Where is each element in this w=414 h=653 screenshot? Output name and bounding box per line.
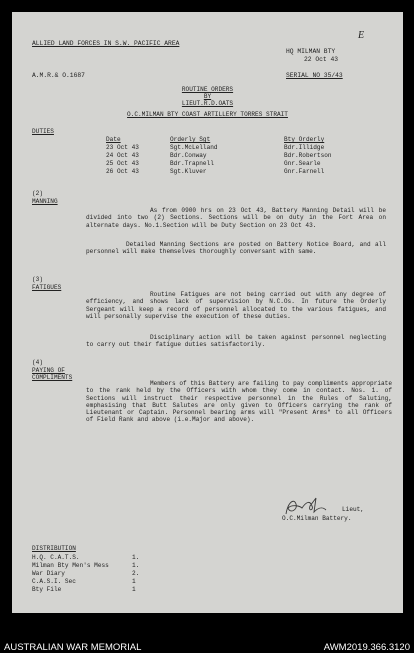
title-line-1: ROUTINE ORDERS [181,86,234,93]
accession-number: AWM2019.366.3120 [323,642,410,653]
reference: A.M.R.& O.1687 [32,72,85,79]
document-page [12,12,403,613]
section-heading-compliments-2: COMPLIMENTS [32,374,73,381]
archive-footer [0,614,414,653]
compliments-paragraph-1: Members of this Battery are failing to pay compliments appropriate to the rank held by the Officers with whom they come in contact. Nos. 1. of Sections will instruct their respective personnel in the Rules of Saluting, emphasising that Butt Salutes are only given to Officers carrying the rank of Lieutenant or Captain. Personnel bearing arms will "Present Arms" to all Officers of Field Rank and above (i.e.Major and above). [86,380,392,424]
duties-col-date: Date [106,136,121,143]
duty-sgt: Bdr.Conway [170,152,207,159]
duty-date: 24 Oct 43 [106,152,139,159]
duty-orderly: Gnr.Farnell [284,168,325,175]
signature-rank: Lieut, [342,506,364,513]
duties-col-sgt: Orderly Sgt [170,136,211,143]
section-heading-compliments-1: PAYING OF [32,367,65,374]
distribution-qty: 1 [132,586,136,593]
section-number: (3) [32,276,43,283]
order-date: 22 Oct 43 [304,56,339,63]
distribution-qty: 1 [132,578,136,585]
distribution-qty: 2. [132,570,140,577]
command-heading: ALLIED LAND FORCES IN S.W. PACIFIC AREA [32,40,180,47]
duties-heading: DUTIES [32,128,54,135]
duty-sgt: Bdr.Trapnell [170,160,214,167]
duty-orderly: Bdr.Illidge [284,144,325,151]
distribution-recipient: Milman Bty Men's Mess [32,562,109,569]
distribution-recipient: C.A.S.I. Sec [32,578,76,585]
section-heading-manning: MANNING [32,198,58,205]
section-heading-fatigues: FATIGUES [32,284,62,291]
archive-credit: AUSTRALIAN WAR MEMORIAL [4,642,142,653]
duty-sgt: Sgt.McLelland [170,144,218,151]
title-line-4: O.C.MILMAN BTY COAST ARTILLERY TORRES STRAIT [127,111,288,118]
distribution-qty: 1. [132,554,140,561]
manning-paragraph-1: As from 0900 hrs on 23 Oct 43, Battery Manning Detail will be divided into two (2) Sections. Sections will be on duty in the Fort Area on alternate days. No.1.Section will be Duty Section on 23 Oct 43. [86,207,386,229]
distribution-recipient: H.Q. C.A.T.S. [32,554,80,561]
section-number: (4) [32,359,43,366]
distribution-recipient: War Diary [32,570,65,577]
distribution-qty: 1. [132,562,140,569]
hq-label: HQ MILMAN BTY [286,48,336,55]
page-mark: E [358,30,365,41]
signature-appointment: O.C.Milman Battery. [282,515,352,522]
duties-col-orderly: Bty Orderly [284,136,325,143]
serial-number: SERIAL NO 35/43 [286,72,343,79]
fatigues-paragraph-2: Disciplinary action will be taken against personnel neglecting to carry out their fatigue duties satisfactorily. [86,334,386,349]
duty-orderly: Bdr.Robertson [284,152,332,159]
distribution-heading: DISTRIBUTION [32,545,76,552]
duty-date: 23 Oct 43 [106,144,139,151]
fatigues-paragraph-1: Routine Fatigues are not being carried out with any degree of efficiency, and shows lack of supervision by N.C.Os. In future the Orderly Sergeant will keep a record of personnel allocated to the various fatigues, and will personally supervise the execution of these duties. [86,291,386,320]
title-line-2: BY [203,93,212,100]
duty-sgt: Sgt.Kluver [170,168,207,175]
distribution-recipient: Bty File [32,586,62,593]
duty-orderly: Gnr.Searle [284,160,321,167]
manning-paragraph-2: Detailed Manning Sections are posted on Battery Notice Board, and all personnel will make themselves thoroughly conversant with same. [86,241,386,256]
duty-date: 25 Oct 43 [106,160,139,167]
duty-date: 26 Oct 43 [106,168,139,175]
section-number: (2) [32,190,43,197]
title-line-3: LIEUT.R.D.OATS [181,100,234,107]
